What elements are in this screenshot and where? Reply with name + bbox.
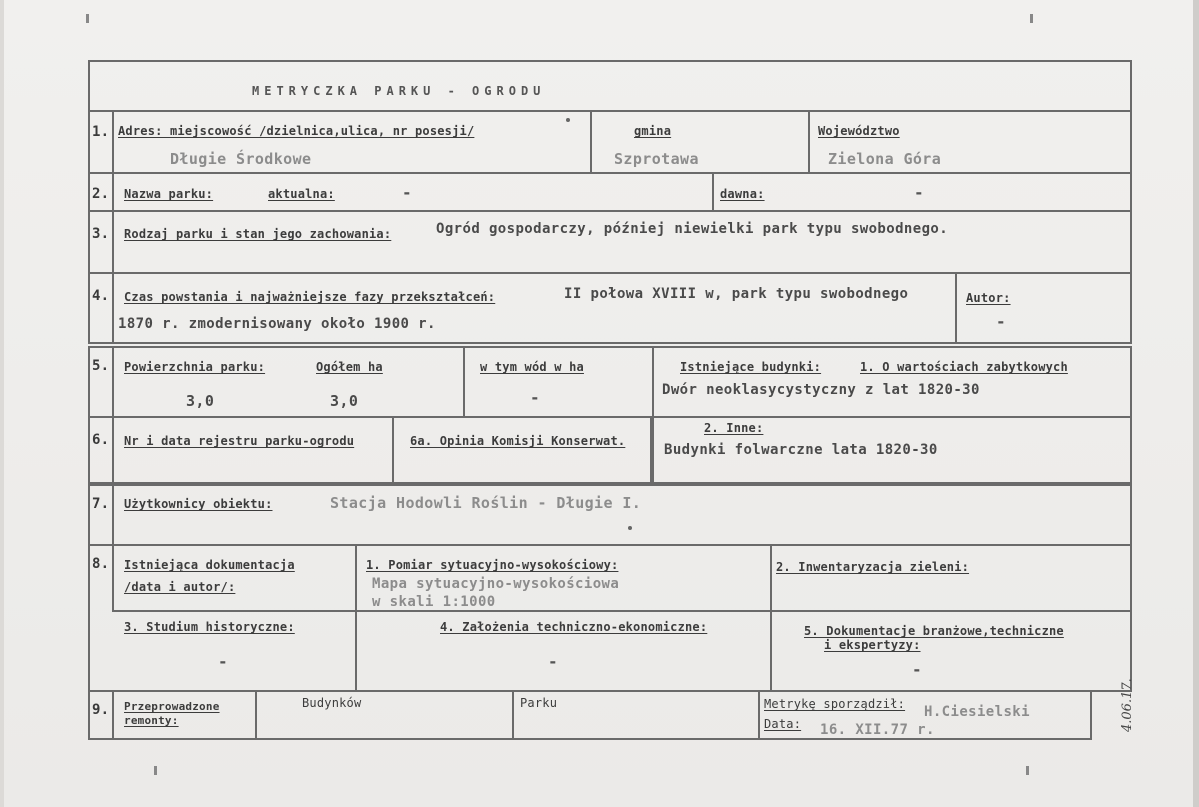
row-number-6: 6.	[92, 432, 110, 448]
margin-handwritten-note: 4.06.17.	[1120, 678, 1135, 732]
park-type-value: Ogród gospodarczy, później niewielki park typu swobodnego.	[436, 221, 949, 237]
park-area-label: Powierzchnia parku:	[124, 360, 266, 374]
register-label: Nr i data rejestru parku-ogrodu	[124, 434, 355, 448]
renovations-park-label: Parku	[520, 696, 558, 710]
survey-value-line2: w skali 1:1000	[372, 594, 496, 610]
row-3-frame	[88, 210, 1132, 274]
row-number-5: 5.	[92, 358, 110, 374]
card-tick-mark	[1026, 766, 1029, 775]
documentation-label-line1: Istniejąca dokumentacja	[124, 558, 295, 572]
page-title: METRYCZKA PARKU - OGRODU	[252, 84, 546, 98]
former-name-label: dawna:	[720, 187, 765, 201]
card-left-edge	[0, 0, 4, 807]
current-name-label: aktualna:	[268, 187, 335, 201]
compiled-by-label: Metrykę sporządził:	[764, 697, 906, 711]
gmina-label: gmina	[634, 124, 672, 138]
tech-econ-value: -	[548, 652, 558, 671]
address-value: Długie Środkowe	[170, 150, 312, 168]
branch-docs-label-line2: i ekspertyzy:	[824, 638, 921, 652]
park-type-label: Rodzaj parku i stan jego zachowania:	[124, 227, 392, 241]
author-value: -	[996, 312, 1006, 331]
ink-dot	[628, 526, 632, 530]
card-right-edge	[1193, 0, 1199, 807]
address-label: Adres: miejscowość /dzielnica,ulica, nr posesji/	[118, 124, 475, 138]
origin-time-label: Czas powstania i najważniejsze fazy przekształceń:	[124, 290, 496, 304]
origin-time-value-line1: II połowa XVIII w, park typu swobodnego	[564, 286, 909, 302]
title-frame	[88, 60, 1132, 112]
row-number-8: 8.	[92, 556, 110, 572]
voivodeship-value: Zielona Góra	[828, 150, 942, 168]
branch-docs-label-line1: 5. Dokumentacje branżowe,techniczne	[804, 624, 1064, 638]
row-number-3: 3.	[92, 226, 110, 242]
card-tick-mark	[86, 14, 89, 23]
compiled-by-value: H.Ciesielski	[924, 704, 1030, 720]
ink-dot	[566, 118, 570, 122]
author-label: Autor:	[966, 291, 1011, 305]
row-number-9: 9.	[92, 702, 110, 718]
date-value: 16. XII.77 r.	[820, 722, 935, 738]
renovations-label-line1: Przeprowadzone	[124, 700, 220, 713]
voivodeship-label: Województwo	[818, 124, 900, 138]
card-tick-mark	[1030, 14, 1033, 23]
origin-time-value-line2: 1870 r. zmodernisowany około 1900 r.	[118, 316, 436, 332]
renovations-label-line2: remonty:	[124, 714, 179, 727]
date-label: Data:	[764, 717, 802, 731]
existing-buildings-label: Istniejące budynki:	[680, 360, 822, 374]
historical-study-value: -	[218, 652, 228, 671]
row-2-frame	[88, 172, 1132, 212]
row-number-4: 4.	[92, 288, 110, 304]
other-buildings-label: 2. Inne:	[704, 421, 764, 435]
other-buildings-value: Budynki folwarczne lata 1820-30	[664, 442, 938, 458]
total-area-value: 3,0	[330, 392, 359, 410]
historic-buildings-value: Dwór neoklasycystyczny z lat 1820-30	[662, 382, 980, 398]
conservator-opinion-label: 6a. Opinia Komisji Konserwat.	[410, 434, 626, 448]
row-number-7: 7.	[92, 496, 110, 512]
row-number-2: 2.	[92, 186, 110, 202]
current-name-value: -	[402, 183, 412, 202]
park-area-value: 3,0	[186, 392, 215, 410]
row-4-frame	[88, 272, 1132, 344]
gmina-value: Szprotawa	[614, 150, 699, 168]
survey-label: 1. Pomiar sytuacyjno-wysokościowy:	[366, 558, 619, 572]
row-number-1: 1.	[92, 124, 110, 140]
users-label: Użytkownicy obiektu:	[124, 497, 273, 511]
water-area-value: -	[530, 388, 540, 407]
tech-econ-label: 4. Założenia techniczno-ekonomiczne:	[440, 620, 708, 634]
survey-value-line1: Mapa sytuacyjno-wysokościowa	[372, 576, 620, 592]
former-name-value: -	[914, 183, 924, 202]
documentation-label-line2: /data i autor/:	[124, 580, 236, 594]
park-name-label: Nazwa parku:	[124, 187, 214, 201]
row-6-frame	[88, 416, 652, 484]
card-tick-mark	[154, 766, 157, 775]
branch-docs-value: -	[912, 660, 922, 679]
water-area-label: w tym wód w ha	[480, 360, 584, 374]
greenery-inventory-label: 2. Inwentaryzacja zieleni:	[776, 560, 970, 574]
total-area-label: Ogółem ha	[316, 360, 383, 374]
renovations-buildings-label: Budynków	[302, 696, 362, 710]
historical-study-label: 3. Studium historyczne:	[124, 620, 295, 634]
historic-buildings-label: 1. O wartościach zabytkowych	[860, 360, 1068, 374]
users-value: Stacja Hodowli Roślin - Długie I.	[330, 494, 642, 512]
